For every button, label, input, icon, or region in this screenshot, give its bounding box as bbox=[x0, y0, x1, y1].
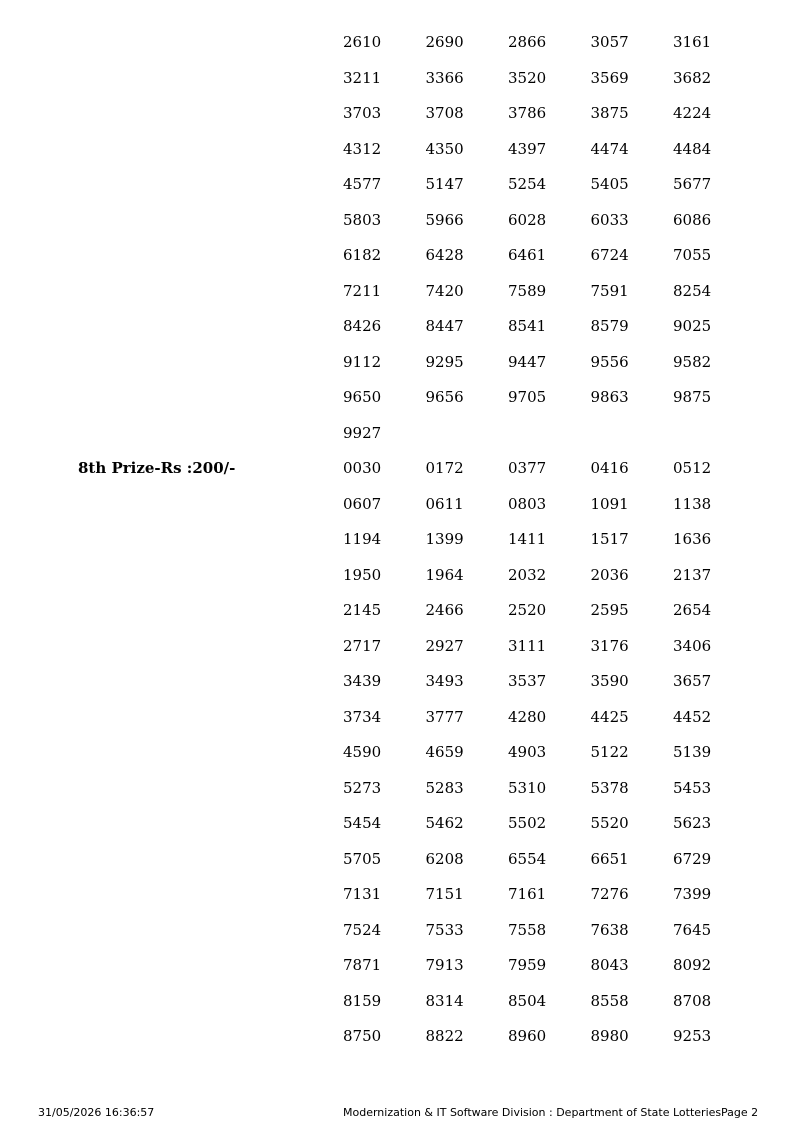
ticket-number: 9112 bbox=[343, 352, 382, 371]
ticket-number: 5462 bbox=[425, 814, 464, 832]
ticket-number: 5803 bbox=[343, 210, 382, 229]
number-row bbox=[343, 813, 763, 849]
ticket-number: 8541 bbox=[508, 317, 547, 335]
ticket-number: 9875 bbox=[673, 388, 712, 406]
ticket-number: 4312 bbox=[343, 139, 382, 158]
ticket-number: 2610 bbox=[343, 33, 382, 51]
number-row bbox=[343, 529, 763, 565]
number-row bbox=[343, 139, 763, 175]
ticket-number: 8447 bbox=[425, 317, 464, 335]
ticket-number: 5147 bbox=[425, 175, 464, 193]
ticket-number: 3176 bbox=[590, 636, 629, 655]
ticket-number: 2866 bbox=[508, 33, 547, 51]
ticket-number: 5520 bbox=[590, 814, 629, 832]
ticket-number: 4577 bbox=[343, 175, 382, 193]
number-row bbox=[343, 245, 763, 281]
ticket-number: 5254 bbox=[508, 175, 547, 193]
ticket-number: 8579 bbox=[590, 317, 629, 335]
ticket-number: 5623 bbox=[673, 814, 712, 832]
ticket-number: 9025 bbox=[673, 317, 712, 335]
ticket-number: 8159 bbox=[343, 991, 382, 1010]
ticket-number: 9650 bbox=[343, 388, 382, 406]
ticket-number: 7161 bbox=[508, 885, 547, 903]
number-row bbox=[343, 316, 763, 352]
number-row bbox=[343, 458, 763, 494]
ticket-number: 7276 bbox=[590, 885, 629, 903]
ticket-number: 7151 bbox=[425, 885, 464, 903]
ticket-number: 7131 bbox=[343, 885, 382, 903]
ticket-number: 7533 bbox=[425, 920, 464, 939]
ticket-number: 4350 bbox=[425, 139, 464, 158]
ticket-number: 6554 bbox=[508, 849, 547, 868]
ticket-number: 8426 bbox=[343, 317, 382, 335]
ticket-number: 8558 bbox=[590, 991, 629, 1010]
ticket-number: 9705 bbox=[508, 388, 547, 406]
ticket-number: 3875 bbox=[590, 104, 629, 122]
ticket-number: 5705 bbox=[343, 849, 382, 868]
ticket-number: 8254 bbox=[673, 281, 712, 300]
ticket-number: 4425 bbox=[590, 707, 629, 726]
ticket-number: 5378 bbox=[590, 778, 629, 797]
number-row bbox=[343, 565, 763, 601]
ticket-number: 8708 bbox=[673, 991, 712, 1010]
ticket-number: 7055 bbox=[673, 246, 712, 264]
ticket-number: 9927 bbox=[343, 423, 382, 442]
number-row bbox=[343, 671, 763, 707]
number-row bbox=[343, 281, 763, 317]
ticket-number: 2145 bbox=[343, 601, 382, 619]
ticket-number: 3537 bbox=[508, 672, 547, 690]
ticket-number: 0611 bbox=[425, 494, 464, 513]
ticket-number: 2036 bbox=[590, 565, 629, 584]
number-row bbox=[343, 174, 763, 210]
ticket-number: 8043 bbox=[590, 956, 629, 974]
number-row bbox=[343, 210, 763, 246]
number-row bbox=[343, 352, 763, 388]
number-row bbox=[343, 884, 763, 920]
ticket-number: 9295 bbox=[425, 352, 464, 371]
ticket-number: 2137 bbox=[673, 565, 712, 584]
ticket-number: 0512 bbox=[673, 459, 712, 477]
ticket-number: 2520 bbox=[508, 601, 547, 619]
ticket-number: 7524 bbox=[343, 920, 382, 939]
ticket-number: 4397 bbox=[508, 139, 547, 158]
ticket-number: 0172 bbox=[425, 459, 464, 477]
ticket-number: 1091 bbox=[590, 494, 629, 513]
number-grid bbox=[343, 32, 763, 458]
ticket-number: 0607 bbox=[343, 494, 382, 513]
ticket-number: 1411 bbox=[508, 530, 547, 548]
footer-page-number: Page 2 bbox=[721, 1106, 759, 1119]
ticket-number: 3777 bbox=[425, 707, 464, 726]
ticket-number: 3211 bbox=[343, 68, 382, 87]
ticket-number: 1194 bbox=[343, 530, 382, 548]
ticket-number: 7638 bbox=[590, 920, 629, 939]
footer-datetime: 31/05/2026 16:36:57 bbox=[38, 1106, 155, 1119]
ticket-number: 1517 bbox=[590, 530, 629, 548]
ticket-number: 8980 bbox=[590, 1027, 629, 1045]
ticket-number: 3682 bbox=[673, 68, 712, 87]
ticket-number: 2654 bbox=[673, 601, 712, 619]
ticket-number: 5405 bbox=[590, 175, 629, 193]
ticket-number: 3708 bbox=[425, 104, 464, 122]
ticket-number: 2690 bbox=[425, 33, 464, 51]
ticket-number: 3734 bbox=[343, 707, 382, 726]
ticket-number: 8504 bbox=[508, 991, 547, 1010]
ticket-number: 7591 bbox=[590, 281, 629, 300]
ticket-number: 5966 bbox=[425, 210, 464, 229]
number-grid bbox=[343, 458, 763, 1062]
number-row bbox=[343, 955, 763, 991]
ticket-number: 1399 bbox=[425, 530, 464, 548]
ticket-number: 6651 bbox=[590, 849, 629, 868]
ticket-number: 9253 bbox=[673, 1027, 712, 1045]
ticket-number: 5273 bbox=[343, 778, 382, 797]
ticket-number: 3406 bbox=[673, 636, 712, 655]
number-row bbox=[343, 742, 763, 778]
number-row bbox=[343, 387, 763, 423]
ticket-number: 3161 bbox=[673, 33, 712, 51]
ticket-number: 6086 bbox=[673, 210, 712, 229]
number-row bbox=[343, 849, 763, 885]
ticket-number: 5310 bbox=[508, 778, 547, 797]
ticket-number: 6724 bbox=[590, 246, 629, 264]
ticket-number: 3366 bbox=[425, 68, 464, 87]
ticket-number: 6428 bbox=[425, 246, 464, 264]
ticket-number: 5454 bbox=[343, 814, 382, 832]
ticket-number: 4280 bbox=[508, 707, 547, 726]
ticket-number: 5677 bbox=[673, 175, 712, 193]
number-row bbox=[343, 1026, 763, 1062]
number-row bbox=[343, 920, 763, 956]
ticket-number: 1138 bbox=[673, 494, 712, 513]
ticket-number: 8314 bbox=[425, 991, 464, 1010]
number-row bbox=[343, 423, 763, 459]
ticket-number: 3439 bbox=[343, 672, 382, 690]
ticket-number: 2032 bbox=[508, 565, 547, 584]
ticket-number: 9447 bbox=[508, 352, 547, 371]
ticket-number: 3493 bbox=[425, 672, 464, 690]
ticket-number: 1950 bbox=[343, 565, 382, 584]
ticket-number: 7913 bbox=[425, 956, 464, 974]
prize-label: 8th Prize-Rs :200/- bbox=[78, 459, 236, 477]
ticket-number: 8822 bbox=[425, 1027, 464, 1045]
ticket-number: 3520 bbox=[508, 68, 547, 87]
ticket-number: 3703 bbox=[343, 104, 382, 122]
ticket-number: 8092 bbox=[673, 956, 712, 974]
ticket-number: 3111 bbox=[508, 636, 547, 655]
ticket-number: 7558 bbox=[508, 920, 547, 939]
number-row bbox=[343, 600, 763, 636]
number-row bbox=[343, 778, 763, 814]
ticket-number: 4224 bbox=[673, 104, 712, 122]
ticket-number: 9863 bbox=[590, 388, 629, 406]
ticket-number: 5502 bbox=[508, 814, 547, 832]
ticket-number: 4659 bbox=[425, 743, 464, 761]
ticket-number: 1964 bbox=[425, 565, 464, 584]
ticket-number: 3590 bbox=[590, 672, 629, 690]
ticket-number: 6033 bbox=[590, 210, 629, 229]
ticket-number: 4903 bbox=[508, 743, 547, 761]
ticket-number: 5139 bbox=[673, 743, 712, 761]
ticket-number: 2927 bbox=[425, 636, 464, 655]
ticket-number: 9656 bbox=[425, 388, 464, 406]
ticket-number: 5122 bbox=[590, 743, 629, 761]
ticket-number: 1636 bbox=[673, 530, 712, 548]
footer-division: Modernization & IT Software Division : Department of State Lotteries bbox=[343, 1106, 722, 1119]
ticket-number: 7871 bbox=[343, 956, 382, 974]
ticket-number: 9582 bbox=[673, 352, 712, 371]
ticket-number: 6182 bbox=[343, 246, 382, 264]
ticket-number: 7645 bbox=[673, 920, 712, 939]
number-row bbox=[343, 68, 763, 104]
ticket-number: 4452 bbox=[673, 707, 712, 726]
ticket-number: 7211 bbox=[343, 281, 382, 300]
ticket-number: 8750 bbox=[343, 1027, 382, 1045]
ticket-number: 4590 bbox=[343, 743, 382, 761]
number-row bbox=[343, 707, 763, 743]
ticket-number: 3569 bbox=[590, 68, 629, 87]
ticket-number: 8960 bbox=[508, 1027, 547, 1045]
ticket-number: 2466 bbox=[425, 601, 464, 619]
ticket-number: 4484 bbox=[673, 139, 712, 158]
ticket-number: 6461 bbox=[508, 246, 547, 264]
ticket-number: 6729 bbox=[673, 849, 712, 868]
ticket-number: 0416 bbox=[590, 459, 629, 477]
ticket-number: 0803 bbox=[508, 494, 547, 513]
number-row bbox=[343, 494, 763, 530]
ticket-number: 4474 bbox=[590, 139, 629, 158]
ticket-number: 6208 bbox=[425, 849, 464, 868]
number-row bbox=[343, 103, 763, 139]
ticket-number: 2717 bbox=[343, 636, 382, 655]
ticket-number: 3657 bbox=[673, 672, 712, 690]
ticket-number: 3057 bbox=[590, 33, 629, 51]
ticket-number: 3786 bbox=[508, 104, 547, 122]
ticket-number: 2595 bbox=[590, 601, 629, 619]
ticket-number: 5283 bbox=[425, 778, 464, 797]
number-row bbox=[343, 636, 763, 672]
ticket-number: 0377 bbox=[508, 459, 547, 477]
number-row bbox=[343, 32, 763, 68]
ticket-number: 5453 bbox=[673, 778, 712, 797]
ticket-number: 7420 bbox=[425, 281, 464, 300]
ticket-number: 0030 bbox=[343, 459, 382, 477]
ticket-number: 9556 bbox=[590, 352, 629, 371]
ticket-number: 7589 bbox=[508, 281, 547, 300]
ticket-number: 7399 bbox=[673, 885, 712, 903]
number-row bbox=[343, 991, 763, 1027]
ticket-number: 6028 bbox=[508, 210, 547, 229]
ticket-number: 7959 bbox=[508, 956, 547, 974]
